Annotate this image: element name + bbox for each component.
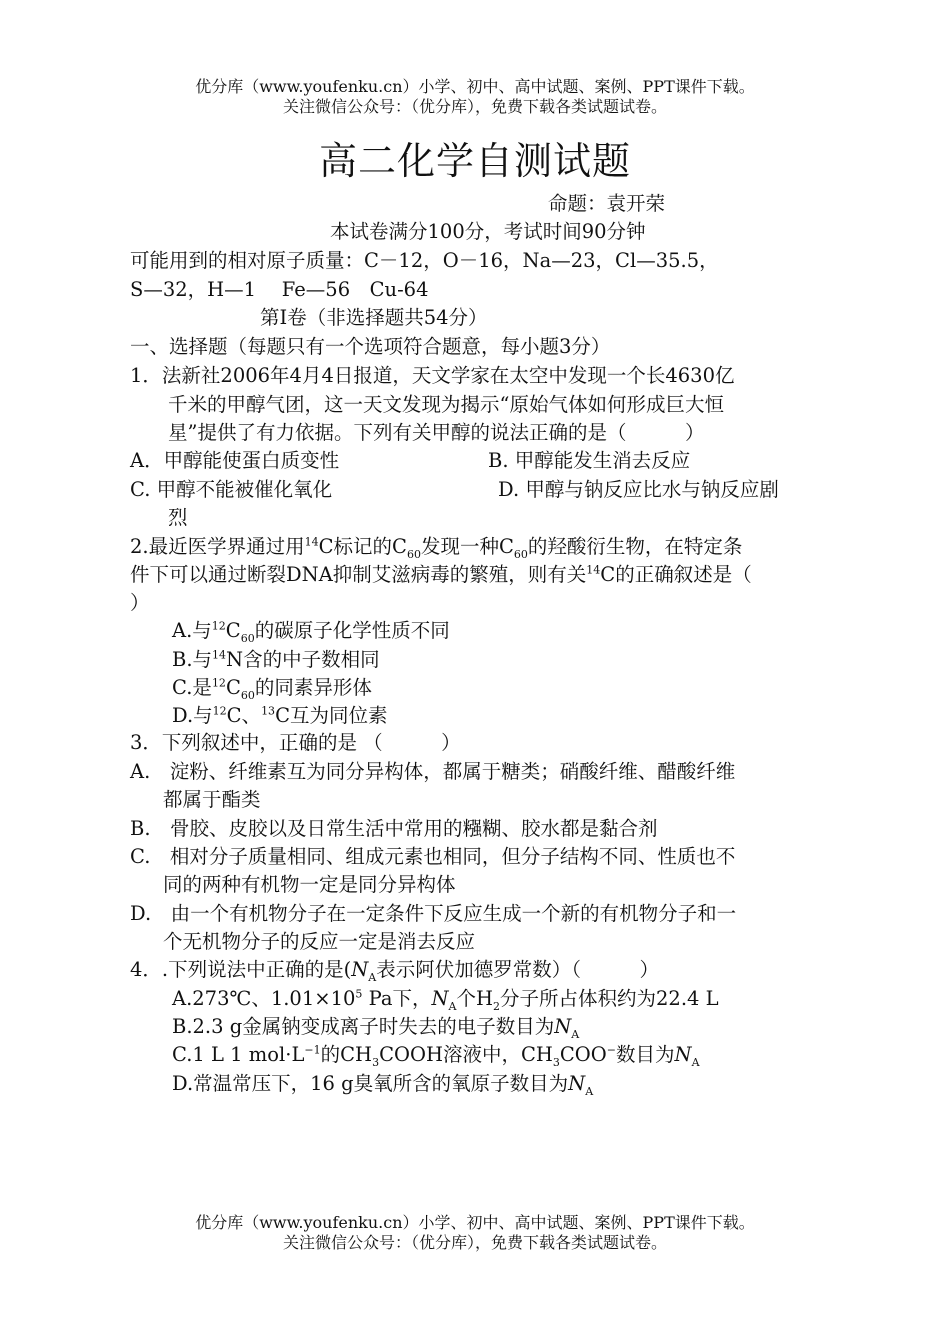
q1-stem-line-3: 星”提供了有力依据。下列有关甲醇的说法正确的是（ ） bbox=[168, 421, 705, 444]
q4-stem: 4．.下列说法中正确的是($N_A$表示阿伏加德罗常数）（ ） bbox=[130, 958, 659, 984]
q1-stem-line-2: 千米的甲醇气团，这一天文发现为揭示“原始气体如何形成巨大恒 bbox=[168, 393, 724, 416]
q1-option-c: C. 甲醇不能被催化氧化 bbox=[130, 478, 333, 501]
q2-option-b: B.与$^{14}$N含的中子数相同 bbox=[172, 648, 380, 671]
q4-option-a: A.273℃、$1.01\times 10^5$ Pa下，$N_A$个$H_2$分子所占体积约为22.4 L bbox=[172, 987, 719, 1013]
atomic-masses-line-2: S—32，H—1 Fe—56 Cu-64 bbox=[130, 278, 429, 301]
part1-title: 第Ⅰ卷（非选择题共54分） bbox=[260, 306, 488, 329]
q4-option-c: C.1 L 1 $mol\cdot L^{-1}$的$CH_3COOH$溶液中，$CH_3COO^-$数目为$N_A$ bbox=[172, 1043, 700, 1069]
atomic-masses-line-1: 可能用到的相对原子质量：C－12，O－16，Na—23，Cl—35.5， bbox=[130, 249, 719, 272]
q3-option-a-line-2: 都属于酯类 bbox=[163, 788, 261, 811]
exam-info: 本试卷满分100分，考试时间90分钟 bbox=[330, 220, 646, 243]
header-line-2: 关注微信公众号：（优分库），免费下载各类试题试卷。 bbox=[282, 97, 667, 116]
q3-option-c-line-1: C. 相对分子质量相同、组成元素也相同，但分子结构不同、性质也不 bbox=[130, 845, 736, 868]
q2-option-d: D.与$^{12}$C、$^{13}$C互为同位素 bbox=[172, 704, 388, 727]
q3-stem: 3．下列叙述中，正确的是 （ ） bbox=[130, 731, 461, 754]
page-title: 高二化学自测试题 bbox=[318, 139, 631, 183]
q1-option-a: A．甲醇能使蛋白质变性 bbox=[130, 449, 340, 472]
q3-option-d-line-1: D. 由一个有机物分子在一定条件下反应生成一个新的有机物分子和一 bbox=[130, 902, 737, 925]
q3-option-c-line-2: 同的两种有机物一定是同分异构体 bbox=[163, 873, 456, 896]
q2-stem-line-3: ） bbox=[130, 591, 150, 614]
header-line-1: 优分库（www.youfenku.cn）小学、初中、高中试题、案例、PPT课件下载。 bbox=[195, 77, 755, 96]
q3-option-b: B. 骨胶、皮胶以及日常生活中常用的糨糊、胶水都是黏合剂 bbox=[130, 817, 658, 840]
q2-option-c: C.是$^{12}C_{60}$的同素异形体 bbox=[172, 676, 372, 702]
q1-option-d: D. 甲醇与钠反应比水与钠反应剧 bbox=[498, 478, 779, 501]
q1-stem-line-1: 1．法新社2006年4月4日报道，天文学家在太空中发现一个长4630亿 bbox=[130, 364, 735, 387]
section1-title: 一、选择题（每题只有一个选项符合题意，每小题3分） bbox=[130, 335, 611, 358]
q2-stem-line-2: 件下可以通过断裂DNA抑制艾滋病毒的繁殖，则有关$^{14}$C的正确叙述是（ bbox=[130, 563, 752, 586]
footer-line-2: 关注微信公众号：（优分库），免费下载各类试题试卷。 bbox=[282, 1233, 667, 1252]
q2-stem-line-1: 2.最近医学界通过用$^{14}$C标记的$C_{60}$发现一种$C_{60}$的羟酸衍生物，在特定条 bbox=[130, 535, 743, 561]
q4-option-d: D.常温常压下，16 g臭氧所含的氧原子数目为$N_A$ bbox=[172, 1072, 594, 1098]
footer-line-1: 优分库（www.youfenku.cn）小学、初中、高中试题、案例、PPT课件下载。 bbox=[195, 1213, 755, 1232]
q2-option-a: A.与$^{12}C_{60}$的碳原子化学性质不同 bbox=[172, 619, 450, 645]
emphasis-dot-char: 确 bbox=[298, 731, 318, 754]
emphasis-dot-char: 正 bbox=[278, 731, 299, 754]
q3-option-a-line-1: A. 淀粉、纤维素互为同分异构体，都属于糖类；硝酸纤维、醋酸纤维 bbox=[130, 760, 736, 783]
q1-option-d-cont: 烈 bbox=[168, 506, 188, 529]
author: 命题：袁开荣 bbox=[548, 192, 666, 215]
q1-option-b: B. 甲醇能发生消去反应 bbox=[488, 449, 691, 472]
q3-option-d-line-2: 个无机物分子的反应一定是消去反应 bbox=[163, 930, 476, 953]
q4-option-b: B.2.3 g金属钠变成离子时失去的电子数目为$N_A$ bbox=[172, 1015, 580, 1041]
